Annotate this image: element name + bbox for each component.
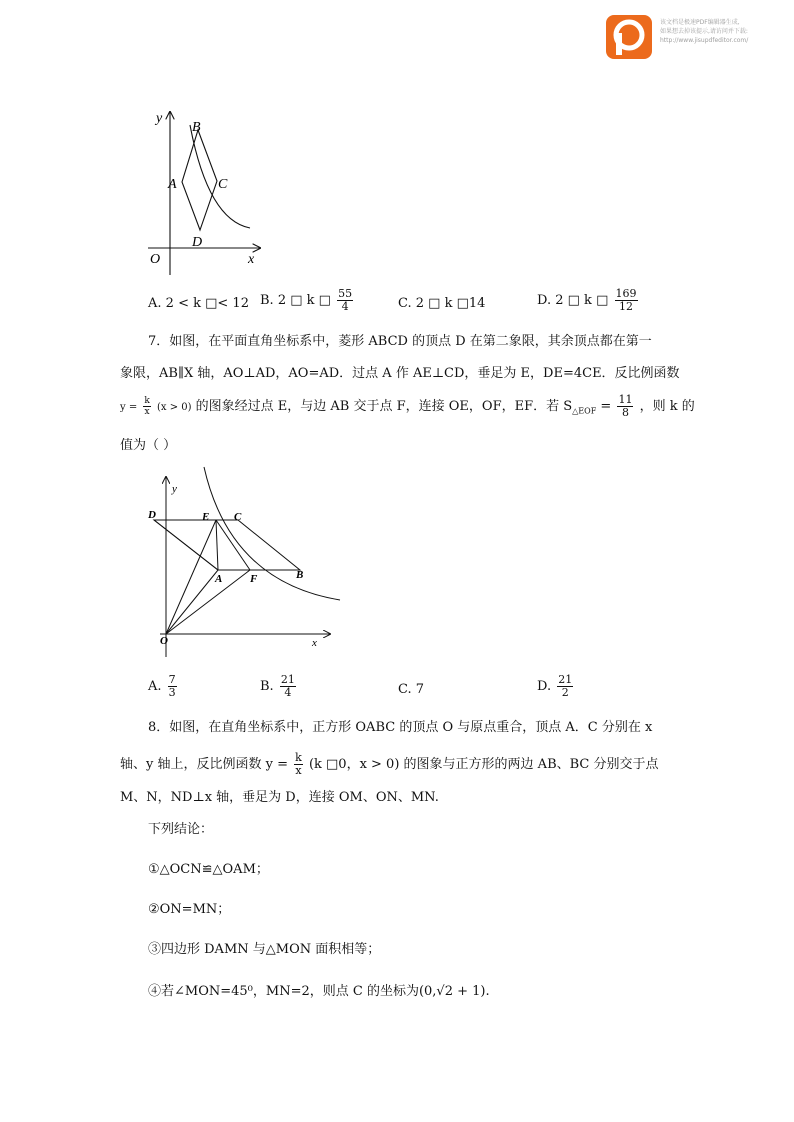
hyperbola-curve <box>204 467 340 600</box>
fn-fraction <box>294 752 303 777</box>
area-subscript: △EOF <box>572 406 597 416</box>
segment-oa <box>166 570 218 634</box>
fraction-den: 8 <box>621 406 629 419</box>
q7-line-3 <box>120 394 695 422</box>
segment-of <box>166 570 250 634</box>
fraction-num: k <box>295 751 302 764</box>
q8-intro: 下列结论： <box>148 822 214 837</box>
option-text: 2 < k □< 12 <box>165 296 249 311</box>
rhombus-abcd <box>182 130 217 230</box>
option-fraction <box>337 288 353 313</box>
fn-condition: (x > 0) <box>156 402 192 413</box>
figure-q7 <box>140 462 350 662</box>
option-text: 2 □ k □14 <box>415 296 486 311</box>
fraction-num: 7 <box>168 673 176 686</box>
fraction-num: 55 <box>338 287 353 300</box>
q8-line-2-pre: 轴、y 轴上，反比例函数 y = <box>120 757 288 772</box>
q7-option-d <box>537 674 575 699</box>
editor-notice <box>660 18 748 45</box>
equals-sign: = <box>600 399 612 414</box>
label-b: B <box>296 569 304 581</box>
editor-notice-line: 如果想去掉该提示,请访问并下载: <box>660 28 748 35</box>
fraction-num: 21 <box>558 673 573 686</box>
fraction-den: 4 <box>341 300 349 313</box>
segment-oe <box>166 520 216 634</box>
q8-conclusion: ②ON=MN； <box>148 902 231 917</box>
q7-option-c <box>398 680 424 700</box>
fraction-den: x <box>295 764 302 777</box>
fraction-den: 12 <box>619 300 633 313</box>
q8-line-2-post: 的图象与正方形的两边 AB、BC 分别交于点 <box>403 757 659 772</box>
fraction-den: 3 <box>168 686 176 699</box>
q7-line-2: 象限，AB∥X 轴，AO⊥AD，AO=AD．过点 A 作 AE⊥CD，垂足为 E，DE=4CE．反比例函数 <box>120 366 680 381</box>
label-x: x <box>312 637 317 649</box>
label-f: F <box>250 573 258 585</box>
fraction-num: 11 <box>618 393 633 406</box>
fn-y: y = <box>120 402 138 413</box>
q7-option-b <box>260 674 298 699</box>
q7-line-3-mid: 的图象经过点 E，与边 AB 交于点 F，连接 OE，OF，EF．若 S <box>195 399 573 414</box>
option-text: 7 <box>415 682 425 697</box>
fraction-den: 4 <box>284 686 292 699</box>
segment-ef <box>216 520 250 570</box>
label-d: D <box>192 235 203 250</box>
q7-line-4: 值为（ ） <box>120 438 177 453</box>
q6-option-d <box>537 288 640 313</box>
q8-line-1: 8．如图，在直角坐标系中，正方形 OABC 的顶点 O 与原点重合，顶点 A．C 分别在 x <box>148 720 653 735</box>
segment-ad <box>154 520 218 570</box>
option-fraction <box>280 674 296 699</box>
editor-notice-line: http://www.jisupdfeditor.com/ <box>660 37 749 44</box>
q8-line-3: M、N，ND⊥x 轴，垂足为 D，连接 OM、ON、MN. <box>120 790 439 805</box>
q6-option-c <box>398 294 485 314</box>
q8-line-2 <box>120 752 659 777</box>
option-letter: A. <box>148 679 162 694</box>
q8-conclusion: ③四边形 DAMN 与△MON 面积相等； <box>148 942 381 957</box>
option-letter: D. <box>537 293 552 308</box>
option-letter: A. <box>148 296 162 311</box>
fraction-num: k <box>144 396 150 406</box>
q7-option-a <box>148 674 179 699</box>
label-e: E <box>202 511 210 523</box>
q8-conclusion: ①△OCN≌△OAM； <box>148 862 269 877</box>
option-letter: C. <box>398 296 412 311</box>
label-a: A <box>168 177 177 192</box>
fraction-num: 21 <box>280 673 295 686</box>
label-o: O <box>160 635 168 647</box>
label-y: y <box>172 483 177 495</box>
label-c: C <box>234 511 242 523</box>
label-o: O <box>150 252 161 267</box>
segment-ae <box>216 520 218 570</box>
option-fraction <box>168 674 177 699</box>
q6-option-a <box>148 294 249 314</box>
area-fraction <box>617 394 633 419</box>
label-b: B <box>192 120 201 135</box>
q7-line-1: 7．如图，在平面直角坐标系中，菱形 ABCD 的顶点 D 在第二象限，其余顶点都在第一 <box>148 334 652 349</box>
figure-q6 <box>140 100 270 280</box>
option-letter: C. <box>398 682 412 697</box>
label-y: y <box>156 111 163 126</box>
q8-conclusion: ④若∠MON=45⁰，MN=2，则点 C 的坐标为(0,√2 + 1). <box>148 984 490 999</box>
q6-option-b <box>260 288 355 313</box>
option-fraction <box>557 674 573 699</box>
option-letter: B. <box>260 679 274 694</box>
q7-line-3-end: ，则 k 的 <box>639 399 695 414</box>
option-letter: B. <box>260 293 274 308</box>
label-a: A <box>215 573 223 585</box>
fraction-den: x <box>144 407 150 417</box>
fn-fraction <box>143 396 150 417</box>
label-x: x <box>248 252 255 267</box>
option-text: 2 □ k □ <box>555 293 609 308</box>
editor-notice-line: 该文档是极速PDF编辑器生成, <box>660 19 740 26</box>
option-letter: D. <box>537 679 552 694</box>
pdf-p-logo-icon <box>606 15 652 59</box>
option-fraction <box>615 288 638 313</box>
label-d: D <box>148 509 156 521</box>
fn-condition: (k □0，x > 0) <box>308 757 400 772</box>
label-c: C <box>218 177 228 192</box>
fraction-num: 169 <box>615 287 637 300</box>
fraction-den: 2 <box>561 686 569 699</box>
option-text: 2 □ k □ <box>277 293 331 308</box>
